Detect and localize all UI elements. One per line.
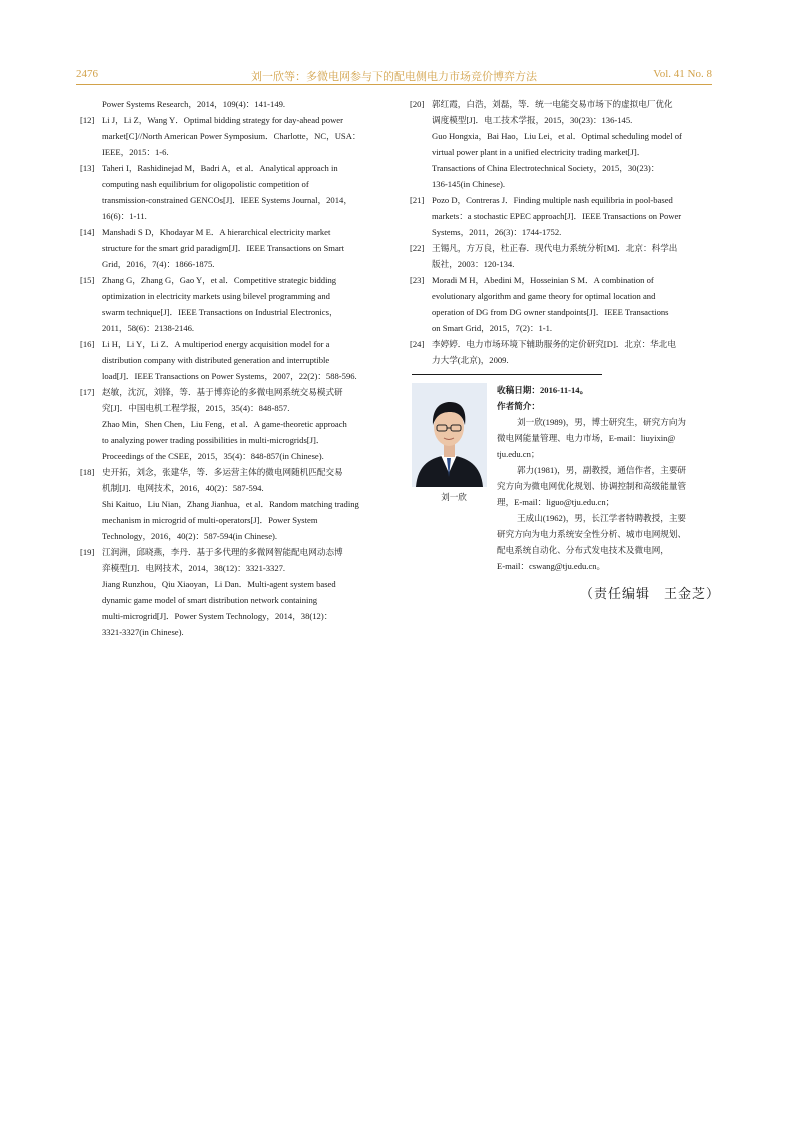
bio-line: E-mail：cswang@tju.edu.cn。	[497, 561, 606, 571]
reference-number: [22]	[410, 243, 425, 253]
reference-number: [17]	[80, 387, 95, 397]
ref-line: Systems，2011，26(3)：1744-1752.	[432, 227, 562, 237]
references-left-column	[80, 96, 384, 640]
ref-line: Manshadi S D，Khodayar M E．A hierarchical electricity market	[102, 227, 331, 237]
ref-line: 3321-3327(in Chinese).	[102, 627, 184, 637]
ref-line: Zhao Min，Shen Chen，Liu Feng，et al．A game-theoretic approach	[102, 419, 347, 429]
author-bio-block	[497, 382, 718, 574]
ref-line: 江润洲，邱晓燕，李丹．基于多代理的多微网智能配电网动态博	[102, 547, 343, 557]
ref-line: 调度模型[J]．电工技术学报，2015，30(23)：136-145.	[432, 115, 633, 125]
reference-item	[80, 224, 384, 272]
ref-line: multi-microgrid[J]．Power System Technology，2014，38(12)：	[102, 611, 333, 621]
ref-line: Pozo D，Contreras J．Finding multiple nash equilibria in pool-based	[432, 195, 673, 205]
ref-line: 究[J]．中国电机工程学报，2015，35(4)：848-857.	[102, 403, 290, 413]
ref-line: 版社，2003：120-134.	[432, 259, 515, 269]
bio-line: 微电网能量管理、电力市场，E-mail：liuyixin@	[497, 433, 676, 443]
ref-line: Moradi M H，Abedini M，Hosseinian S M．A combination of	[432, 275, 654, 285]
ref-line: structure for the smart grid paradigm[J]．IEEE Transactions on Smart	[102, 243, 345, 253]
ref-line: Taheri I，Rashidinejad M，Badri A，et al．Analytical approach in	[102, 163, 338, 173]
ref-line: virtual power plant in a unified electricity trading market[J]．	[432, 147, 646, 157]
reference-item	[80, 464, 384, 544]
ref-line: 赵敏，沈沉，刘锋，等．基于博弈论的多微电网系统交易模式研	[102, 387, 343, 397]
bio-line: 配电系统自动化、分布式发电技术及微电网，	[497, 545, 669, 555]
ref-line: Li H，Li Y，Li Z．A multiperiod energy acquisition model for a	[102, 339, 330, 349]
bio-separator-rule	[412, 374, 602, 375]
ref-line: mechanism in microgrid of multi-operators[J]．Power System	[102, 515, 318, 525]
ref-line: load[J]．IEEE Transactions on Power Systems，2007，22(2)：588-596.	[102, 371, 357, 381]
ref-line: 16(6)：1-11.	[102, 211, 147, 221]
reference-item	[410, 336, 718, 368]
bio-line: 研究方向为电力系统安全性分析、城市电网规划、	[497, 529, 687, 539]
reference-number: [20]	[410, 99, 425, 109]
ref-line: 机制[J]．电网技术，2016，40(2)：587-594.	[102, 483, 264, 493]
reference-item	[80, 384, 384, 464]
ref-line: Technology，2016，40(2)：587-594(in Chinese).	[102, 531, 278, 541]
reference-number: [23]	[410, 275, 425, 285]
ref-line: markets：a stochastic EPEC approach[J]．IEEE Transactions on Power	[432, 211, 682, 221]
ref-line: dynamic game model of smart distribution network containing	[102, 595, 318, 605]
header-rule	[76, 84, 712, 85]
reference-number: [13]	[80, 163, 95, 173]
ref-line: to analyzing power trading possibilities in multi-microgrids[J]．	[102, 435, 325, 445]
ref-line: market[C]//North American Power Symposium．Charlotte，NC，USA：	[102, 131, 361, 141]
ref-line: 王锡凡，方万良，杜正春．现代电力系统分析[M]．北京：科学出	[432, 243, 678, 253]
reference-number: [21]	[410, 195, 425, 205]
ref-line: evolutionary algorithm and game theory for optimal location and	[432, 291, 656, 301]
ref-line: IEEE，2015：1-6.	[102, 147, 169, 157]
bio-line: 刘一欣(1989)，男，博士研究生，研究方向为	[517, 417, 687, 427]
references-right-column	[410, 96, 718, 368]
reference-number: [12]	[80, 115, 95, 125]
ref-line: 力大学(北京)，2009.	[432, 355, 509, 365]
volume-label: Vol. 41 No. 8	[653, 68, 712, 80]
reference-number: [16]	[80, 339, 95, 349]
photo-caption: 刘一欣	[441, 492, 467, 502]
ref-line: computing nash equilibrium for oligopolistic competition of	[102, 179, 309, 189]
ref-line: operation of DG from DG owner standpoints[J]．IEEE Transactions	[432, 307, 669, 317]
running-title: 刘一欣等：多微电网参与下的配电侧电力市场竞价博弈方法	[251, 71, 537, 83]
ref-line: 136-145(in Chinese).	[432, 179, 506, 189]
reference-number: [24]	[410, 339, 425, 349]
ref-line: Grid，2016，7(4)：1866-1875.	[102, 259, 215, 269]
reference-continuation	[80, 96, 384, 112]
author-heading: 作者简介：	[497, 401, 540, 411]
reference-item	[80, 336, 384, 384]
reference-item	[410, 192, 718, 240]
ref-line: Power Systems Research，2014，109(4)：141-149.	[102, 99, 286, 109]
ref-line: Proceedings of the CSEE，2015，35(4)：848-857(in Chinese).	[102, 451, 324, 461]
bio-line: tju.edu.cn；	[497, 449, 540, 459]
reference-item	[80, 272, 384, 336]
reference-item	[80, 112, 384, 160]
ref-line: on Smart Grid，2015，7(2)：1-1.	[432, 323, 553, 333]
reference-item	[410, 272, 718, 336]
reference-item	[80, 544, 384, 640]
ref-line: optimization in electricity markets using bilevel programming and	[102, 291, 330, 301]
ref-line: Zhang G，Zhang G，Gao Y，et al．Competitive strategic bidding	[102, 275, 337, 285]
bio-line: 究方向为微电网优化规划、协调控制和高级能量管	[497, 481, 687, 491]
ref-line: Guo Hongxia，Bai Hao，Liu Lei，et al．Optimal scheduling model of	[432, 131, 682, 141]
received-date: 收稿日期：2016-11-14。	[497, 385, 589, 395]
ref-line: Li J，Li Z，Wang Y．Optimal bidding strategy for day-ahead power	[102, 115, 343, 125]
ref-line: 郭红霞，白浩，刘磊，等．统一电能交易市场下的虚拟电厂优化	[432, 99, 673, 109]
page-number: 2476	[76, 68, 98, 80]
author-photo	[412, 383, 487, 487]
ref-line: 弈模型[J]．电网技术，2014，38(12)：3321-3327.	[102, 563, 286, 573]
ref-line: Jiang Runzhou，Qiu Xiaoyan，Li Dan．Multi-agent system based	[102, 579, 336, 589]
reference-item	[410, 240, 718, 272]
bio-line: 理，E-mail：liguo@tju.edu.cn；	[497, 497, 615, 507]
reference-number: [15]	[80, 275, 95, 285]
reference-number: [19]	[80, 547, 95, 557]
ref-line: Shi Kaituo，Liu Nian，Zhang Jianhua，et al．Random matching trading	[102, 499, 359, 509]
responsible-editor: （责任编辑 王金芝）	[580, 586, 721, 601]
reference-item	[80, 160, 384, 224]
ref-line: distribution company with distributed generation and interruptible	[102, 355, 330, 365]
reference-item	[410, 96, 718, 192]
bio-line: 郭力(1981)，男，副教授，通信作者，主要研	[517, 465, 687, 475]
author-portrait-icon	[412, 383, 487, 487]
ref-line: swarm technique[J]．IEEE Transactions on Industrial Electronics，	[102, 307, 338, 317]
reference-number: [18]	[80, 467, 95, 477]
bio-line: 王成山(1962)，男，长江学者特聘教授，主要	[517, 513, 687, 523]
ref-line: 史开拓，刘念，张建华，等．多运营主体的微电网随机匹配交易	[102, 467, 343, 477]
page-header	[76, 68, 712, 84]
reference-number: [14]	[80, 227, 95, 237]
ref-line: 李婷婷．电力市场环境下辅助服务的定价研究[D]．北京：华北电	[432, 339, 676, 349]
ref-line: 2011，58(6)：2138-2146.	[102, 323, 195, 333]
ref-line: transmission-constrained GENCOs[J]．IEEE Systems Journal，2014，	[102, 195, 352, 205]
ref-line: Transactions of China Electrotechnical Society，2015，30(23)：	[432, 163, 660, 173]
